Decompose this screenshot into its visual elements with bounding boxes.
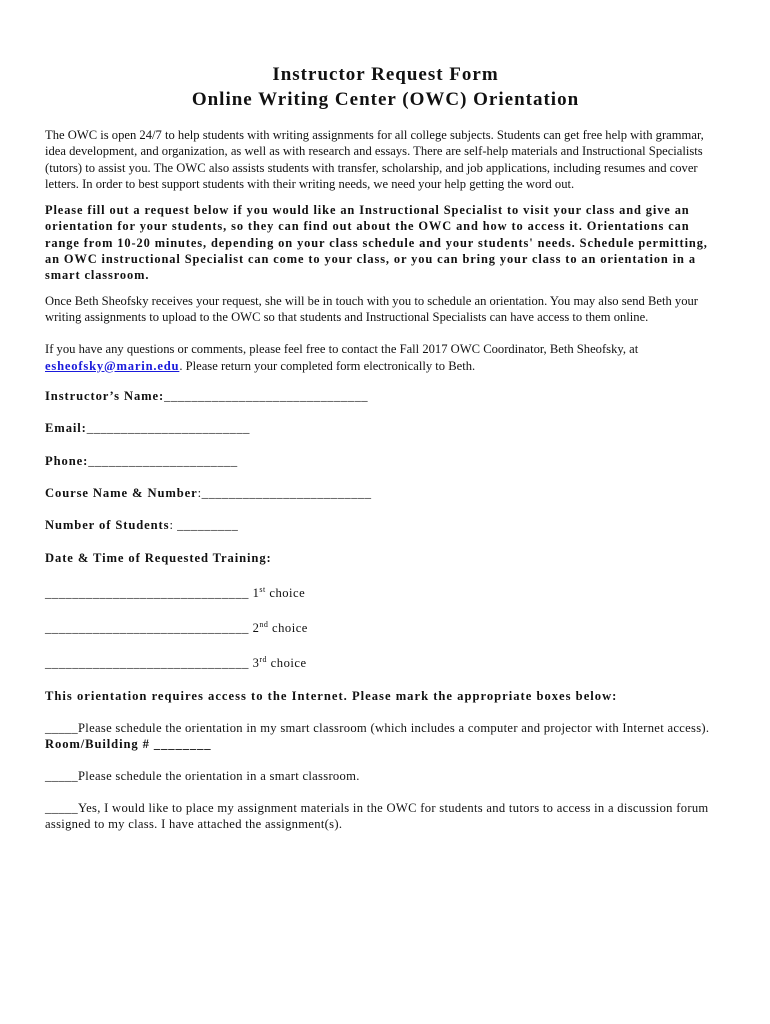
choice-3-word: choice <box>267 656 307 671</box>
course-blank[interactable]: :_________________________ <box>197 485 372 500</box>
choice-3-blank[interactable]: ______________________________ <box>45 656 249 671</box>
email-label: Email: <box>45 420 87 435</box>
room-building-blank[interactable]: ________ <box>149 737 212 752</box>
choice-1-sup: st <box>259 584 266 594</box>
form-subtitle: Online Writing Center (OWC) Orientation <box>191 89 580 110</box>
choice-2-sup: nd <box>259 620 269 630</box>
datetime-label: Date & Time of Requested Training: <box>45 550 272 565</box>
phone-field[interactable] <box>45 453 726 469</box>
option-2-blank[interactable]: _____ <box>45 769 78 784</box>
option-3-text: Yes, I would like to place my assignment materials in the OWC for students and tutors to access in a discussion forum assigned to my class. I have attached the assignment(s). <box>45 801 709 832</box>
choice-1-field[interactable] <box>45 582 726 601</box>
option-1-text: Please schedule the orientation in my smart classroom (which includes a computer and projector with Internet access). <box>77 721 710 736</box>
intro-paragraph: The OWC is open 24/7 to help students with writing assignments for all college subjects. Students can get free help with grammar, idea development, and organization, as well as with research and essays. There are self-help materials and Instructional Specialists (tutors) to assist you. The OWC also assists students with transfer, scholarship, and job applications, including resumes and cover letters. In order to best support students with their writing needs, we need your help getting the word out. <box>45 128 704 191</box>
choice-3-num: 3 <box>252 656 260 671</box>
internet-heading: This orientation requires access to the Internet. Please mark the appropriate boxes below: <box>45 689 618 704</box>
option-1-blank[interactable]: _____ <box>45 721 78 736</box>
datetime-heading <box>45 550 726 566</box>
request-paragraph: Please fill out a request below if you would like an Instructional Specialist to visit your class and give an orientation for your students, so they can find out about the OWC and how to access it. Orientations can range from 10-20 minutes, depending on your class schedule and your students' needs. Schedule permitting, an OWC instructional Specialist can come to your class, or you can bring your class to an orientation in a smart classroom. <box>45 203 708 283</box>
instructor-name-field[interactable] <box>45 388 726 404</box>
students-label: Number of Students <box>45 517 170 532</box>
choice-3-field[interactable] <box>45 652 726 671</box>
choice-2-word: choice <box>268 621 308 636</box>
choice-2-blank[interactable]: ______________________________ <box>45 621 249 636</box>
option-smart-classroom-mine[interactable] <box>45 720 726 752</box>
choice-1-num: 1 <box>252 586 260 601</box>
beth-paragraph: Once Beth Sheofsky receives your request, she will be in touch with you to schedule an orientation. You may also send Beth your writing assignments to upload to the OWC so that students and Instructional Specialists can have access to them online. <box>45 293 698 324</box>
option-3-blank[interactable]: _____ <box>45 801 78 816</box>
course-field[interactable] <box>45 485 726 501</box>
option-2-text: Please schedule the orientation in a smart classroom. <box>77 769 360 784</box>
room-building-label: Room/Building # <box>45 737 150 752</box>
students-blank[interactable]: : _________ <box>169 517 239 532</box>
instructor-name-label: Instructor’s Name: <box>45 388 165 403</box>
contact-text-before: If you have any questions or comments, please feel free to contact the Fall 2017 OWC Coordinator, Beth Sheofsky, at <box>45 342 639 357</box>
coordinator-email-link[interactable]: esheofsky@marin.edu <box>45 358 180 373</box>
email-blank[interactable]: ________________________ <box>86 420 250 435</box>
choice-3-sup: rd <box>259 655 268 665</box>
option-assignment-materials[interactable] <box>45 800 726 832</box>
contact-text-after: . Please return your completed form electronically to Beth. <box>179 358 476 373</box>
contact-paragraph <box>45 341 726 374</box>
choice-2-num: 2 <box>252 621 260 636</box>
form-title: Instructor Request Form <box>272 64 499 85</box>
choice-2-field[interactable] <box>45 617 726 636</box>
phone-label: Phone: <box>45 453 89 468</box>
choice-1-word: choice <box>265 586 306 601</box>
phone-blank[interactable]: ______________________ <box>88 453 238 468</box>
students-field[interactable] <box>45 517 726 533</box>
course-label: Course Name & Number <box>45 485 198 500</box>
choice-1-blank[interactable]: ______________________________ <box>45 586 249 601</box>
email-field[interactable] <box>45 420 726 436</box>
instructor-name-blank[interactable]: ______________________________ <box>164 388 369 403</box>
option-smart-classroom[interactable] <box>45 768 726 784</box>
